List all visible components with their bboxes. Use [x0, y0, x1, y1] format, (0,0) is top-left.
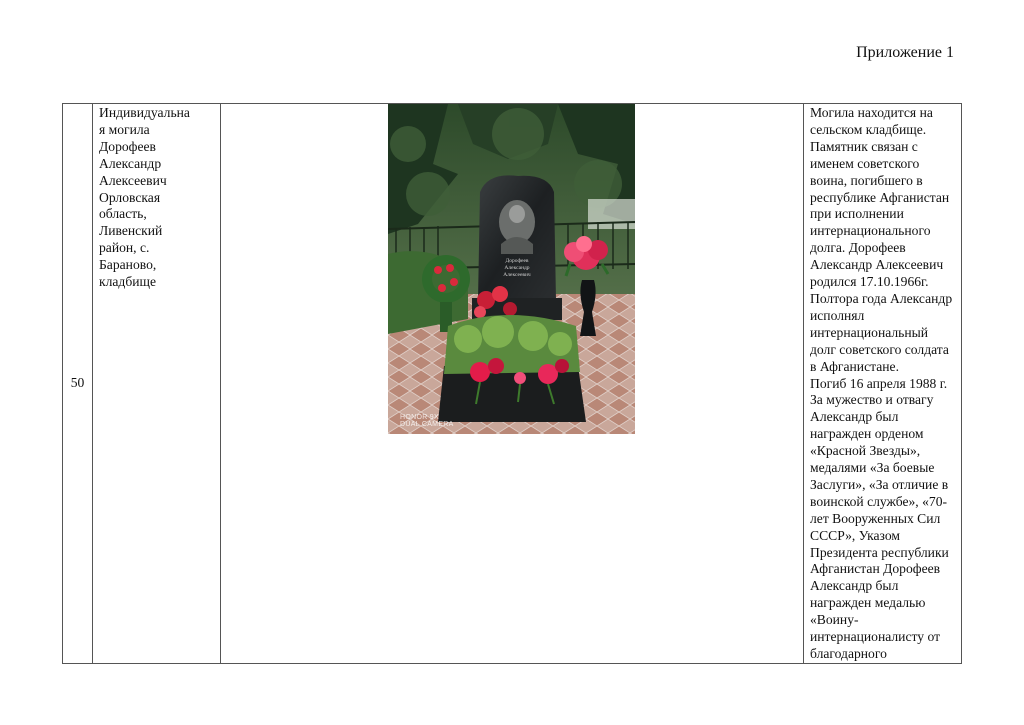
object-name: Индивидуальна я могила Дорофеев Александр Алексеевич Орловская область, Ливенский район, с. Бараново, кладбище	[93, 104, 221, 664]
table-row	[63, 104, 962, 664]
photo-cell	[221, 104, 804, 664]
row-number: 50	[63, 104, 93, 664]
svg-text:Алексеевич: Алексеевич	[503, 272, 531, 278]
memorial-table	[62, 103, 962, 664]
description: Могила находится на сельском кладбище. Памятник связан с именем советского воина, погибшего в республике Афганистан при исполнении интернационального долга. Дорофеев Александр Алексеевич родился 17.10.1966г. Полтора года Александр исполнял интернациональный долг советского солдата в Афганистане. Погиб 16 апреля 1988 г. За мужество и отвагу Александр был награжден орденом «Красной Звезды», медалями «За боевые Заслуги», «За отличие в воинской службе», «70- лет Вооруженных Сил СССР», Указом Президента республики Афганистан Дорофеев Александр был награжден медалью «Воину- интернационалисту от благодарного	[804, 104, 962, 664]
svg-text:Александр: Александр	[504, 265, 530, 271]
camera-watermark: HONOR 9X DUAL CAMERA	[400, 414, 454, 428]
grave-photo	[388, 104, 635, 434]
svg-text:Дорофеев: Дорофеев	[505, 258, 529, 264]
appendix-label: Приложение 1	[856, 44, 954, 61]
